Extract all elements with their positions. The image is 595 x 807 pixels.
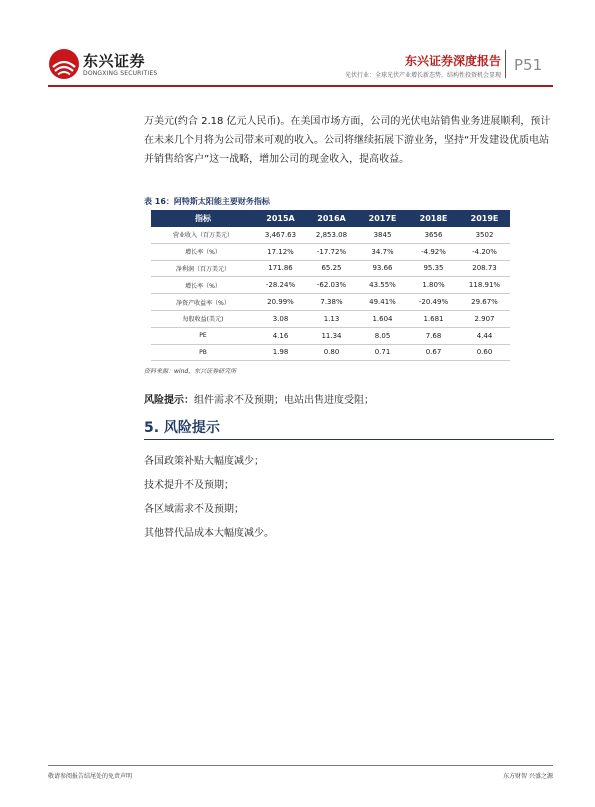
- table-cell: -17.72%: [306, 243, 357, 260]
- risk-note: [144, 391, 374, 406]
- table-cell: 1.13: [306, 310, 357, 327]
- table-cell: 4.44: [459, 327, 510, 344]
- table-row: [151, 294, 510, 311]
- column-header: 2015A: [255, 210, 306, 227]
- table-cell: 49.41%: [357, 294, 408, 311]
- table-cell: 2,853.08: [306, 227, 357, 243]
- disclaimer-note: 敬请参阅报告结尾处的免责声明: [48, 773, 133, 780]
- table-row: [151, 260, 510, 277]
- header-divider: [505, 50, 506, 78]
- risk-item: 其他替代品成本大幅度减少。: [144, 528, 274, 539]
- risk-item: 各国政策补贴大幅度减少；: [144, 456, 264, 467]
- report-subtitle: 光伏行业：全球光伏产业增长新态势，结构性投资机会显现: [344, 72, 501, 79]
- table-cell: 3502: [459, 227, 510, 243]
- table-cell: 1.681: [408, 310, 459, 327]
- risk-note-label: 风险提示：: [144, 395, 194, 406]
- footer-slogan: 东方财智 兴盛之源: [503, 773, 553, 780]
- table-cell: 95.35: [408, 260, 459, 277]
- row-label: 净利润（百万美元）: [151, 260, 255, 277]
- table-cell: 118.91%: [459, 277, 510, 294]
- footer-rule: [48, 765, 553, 766]
- table-cell: 43.55%: [357, 277, 408, 294]
- table-cell: 93.66: [357, 260, 408, 277]
- table-source: 资料来源：wind，东兴证券研究所: [144, 368, 237, 375]
- table-cell: 17.12%: [255, 243, 306, 260]
- risk-note-text: 组件需求不及预期；电站出售进度受阻；: [194, 395, 374, 406]
- table-row: [151, 243, 510, 260]
- section-title: 5. 风险提示: [144, 420, 220, 436]
- table-cell: 208.73: [459, 260, 510, 277]
- table-cell: 3.08: [255, 310, 306, 327]
- row-label: PE: [151, 327, 255, 344]
- table-row: [151, 327, 510, 344]
- table-cell: 1.604: [357, 310, 408, 327]
- table-cell: 7.38%: [306, 294, 357, 311]
- table-caption: 表 16：阿特斯太阳能主要财务指标: [144, 197, 270, 206]
- table-cell: 8.05: [357, 327, 408, 344]
- table-cell: -62.03%: [306, 277, 357, 294]
- table-cell: -4.20%: [459, 243, 510, 260]
- table-header-row: [151, 210, 510, 227]
- table-cell: -20.49%: [408, 294, 459, 311]
- row-label: 增长率（%）: [151, 243, 255, 260]
- report-title: 东兴证券深度报告: [404, 54, 501, 68]
- table-row: [151, 310, 510, 327]
- row-label: 净资产收益率（%）: [151, 294, 255, 311]
- table-cell: 1.98: [255, 344, 306, 361]
- section-rule: [144, 439, 554, 440]
- table-cell: -4.92%: [408, 243, 459, 260]
- table-cell: 3,467.63: [255, 227, 306, 243]
- table-cell: 171.86: [255, 260, 306, 277]
- row-label: 每股收益(美元): [151, 310, 255, 327]
- column-header: 2019E: [459, 210, 510, 227]
- logo-text-cn: 东兴证券: [83, 52, 146, 70]
- logo-text-en: DONGXING SECURITIES: [83, 70, 158, 77]
- table-cell: 1.80%: [408, 277, 459, 294]
- column-header: 2018E: [408, 210, 459, 227]
- column-header: 2017E: [357, 210, 408, 227]
- table-row: [151, 277, 510, 294]
- table-cell: 29.67%: [459, 294, 510, 311]
- table-cell: 0.60: [459, 344, 510, 361]
- body-paragraph: 万美元(约合 2.18 亿元人民币)。在美国市场方面，公司的光伏电站销售业务进展顺利，预计在未来几个月将为公司带来可观的收入。公司将继续拓展下游业务，坚持“开发建设优质电站并销售给客户”这一战略，增加公司的现金收入，提高收益。: [144, 116, 551, 165]
- risk-item: 技术提升不及预期；: [144, 480, 234, 491]
- company-logo: [48, 46, 158, 86]
- table-cell: 0.71: [357, 344, 408, 361]
- financial-table: [151, 210, 510, 361]
- page-number: P51: [514, 56, 543, 74]
- risk-item: 各区域需求不及预期；: [144, 504, 244, 515]
- table-cell: 0.80: [306, 344, 357, 361]
- header-rule: [48, 85, 553, 87]
- table-cell: 20.99%: [255, 294, 306, 311]
- table-cell: 0.67: [408, 344, 459, 361]
- logo-mark-icon: [48, 48, 80, 80]
- column-header: 2016A: [306, 210, 357, 227]
- table-cell: 7.68: [408, 327, 459, 344]
- row-label: PB: [151, 344, 255, 361]
- table-row: [151, 344, 510, 361]
- table-row: [151, 227, 510, 243]
- table-cell: 3845: [357, 227, 408, 243]
- column-header: 指标: [151, 210, 255, 227]
- table-cell: 4.16: [255, 327, 306, 344]
- table-cell: 2.907: [459, 310, 510, 327]
- table-cell: -28.24%: [255, 277, 306, 294]
- table-cell: 3656: [408, 227, 459, 243]
- table-cell: 65.25: [306, 260, 357, 277]
- table-cell: 34.7%: [357, 243, 408, 260]
- row-label: 增长率（%）: [151, 277, 255, 294]
- table-cell: 11.34: [306, 327, 357, 344]
- row-label: 营业收入（百万美元）: [151, 227, 255, 243]
